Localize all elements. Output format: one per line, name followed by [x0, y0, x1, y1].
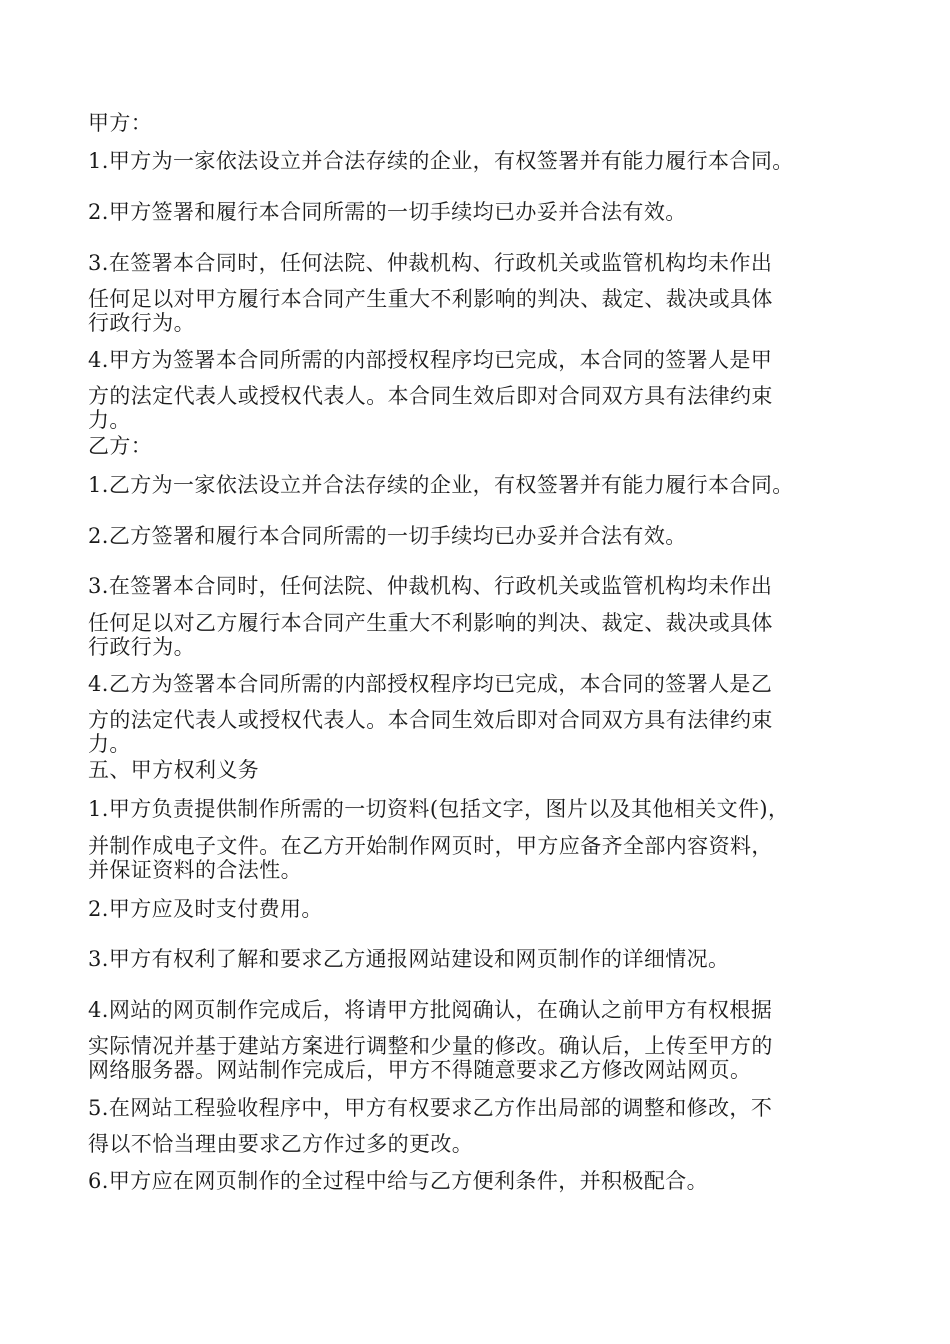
party-b-item-4-line-2: 方的法定代表人或授权代表人。本合同生效后即对合同双方具有法律约束: [88, 708, 773, 732]
party-a-item-3-line-3: 行政行为。: [88, 311, 195, 335]
party-b-heading: 乙方：: [88, 434, 153, 458]
party-a-item-3-line-2: 任何足以对甲方履行本合同产生重大不利影响的判决、裁定、裁决或具体: [88, 287, 773, 311]
party-a-item-4-line-3: 力。: [88, 408, 131, 432]
section-five-item-4-line-3: 网络服务器。网站制作完成后，甲方不得随意要求乙方修改网站网页。: [88, 1058, 752, 1082]
party-a-heading: 甲方：: [88, 111, 153, 135]
section-five-item-1-line-2: 并制作成电子文件。在乙方开始制作网页时，甲方应备齐全部内容资料，: [88, 834, 773, 858]
party-b-item-1-line-1: 1.乙方为一家依法设立并合法存续的企业，有权签署并有能力履行本合同。: [88, 473, 794, 497]
party-a-item-4-line-2: 方的法定代表人或授权代表人。本合同生效后即对合同双方具有法律约束: [88, 384, 773, 408]
section-five-item-1-line-1: 1.甲方负责提供制作所需的一切资料(包括文字，图片以及其他相关文件)，: [88, 797, 790, 821]
section-five-item-4-line-2: 实际情况并基于建站方案进行调整和少量的修改。确认后，上传至甲方的: [88, 1034, 773, 1058]
party-b-item-2-line-1: 2.乙方签署和履行本合同所需的一切手续均已办妥并合法有效。: [88, 524, 687, 548]
section-five-item-6-line-1: 6.甲方应在网页制作的全过程中给与乙方便利条件，并积极配合。: [88, 1169, 709, 1193]
section-five-item-4-line-1: 4.网站的网页制作完成后，将请甲方批阅确认，在确认之前甲方有权根据: [88, 998, 773, 1022]
section-five-item-2-line-1: 2.甲方应及时支付费用。: [88, 897, 323, 921]
section-five-item-5-line-1: 5.在网站工程验收程序中，甲方有权要求乙方作出局部的调整和修改，不: [88, 1096, 773, 1120]
party-b-item-3-line-3: 行政行为。: [88, 635, 195, 659]
party-a-item-2-line-1: 2.甲方签署和履行本合同所需的一切手续均已办妥并合法有效。: [88, 200, 687, 224]
party-a-item-1-line-1: 1.甲方为一家依法设立并合法存续的企业，有权签署并有能力履行本合同。: [88, 149, 794, 173]
section-five-item-3-line-1: 3.甲方有权利了解和要求乙方通报网站建设和网页制作的详细情况。: [88, 947, 730, 971]
party-a-item-4-line-1: 4.甲方为签署本合同所需的内部授权程序均已完成，本合同的签署人是甲: [88, 348, 773, 372]
party-b-item-4-line-1: 4.乙方为签署本合同所需的内部授权程序均已完成，本合同的签署人是乙: [88, 672, 773, 696]
party-b-item-3-line-2: 任何足以对乙方履行本合同产生重大不利影响的判决、裁定、裁决或具体: [88, 611, 773, 635]
party-b-item-4-line-3: 力。: [88, 732, 131, 756]
section-five-heading: 五、甲方权利义务: [88, 758, 260, 782]
party-b-item-3-line-1: 3.在签署本合同时，任何法院、仲裁机构、行政机关或监管机构均未作出: [88, 574, 773, 598]
section-five-item-5-line-2: 得以不恰当理由要求乙方作过多的更改。: [88, 1132, 474, 1156]
party-a-item-3-line-1: 3.在签署本合同时，任何法院、仲裁机构、行政机关或监管机构均未作出: [88, 251, 773, 275]
section-five-item-1-line-3: 并保证资料的合法性。: [88, 858, 302, 882]
